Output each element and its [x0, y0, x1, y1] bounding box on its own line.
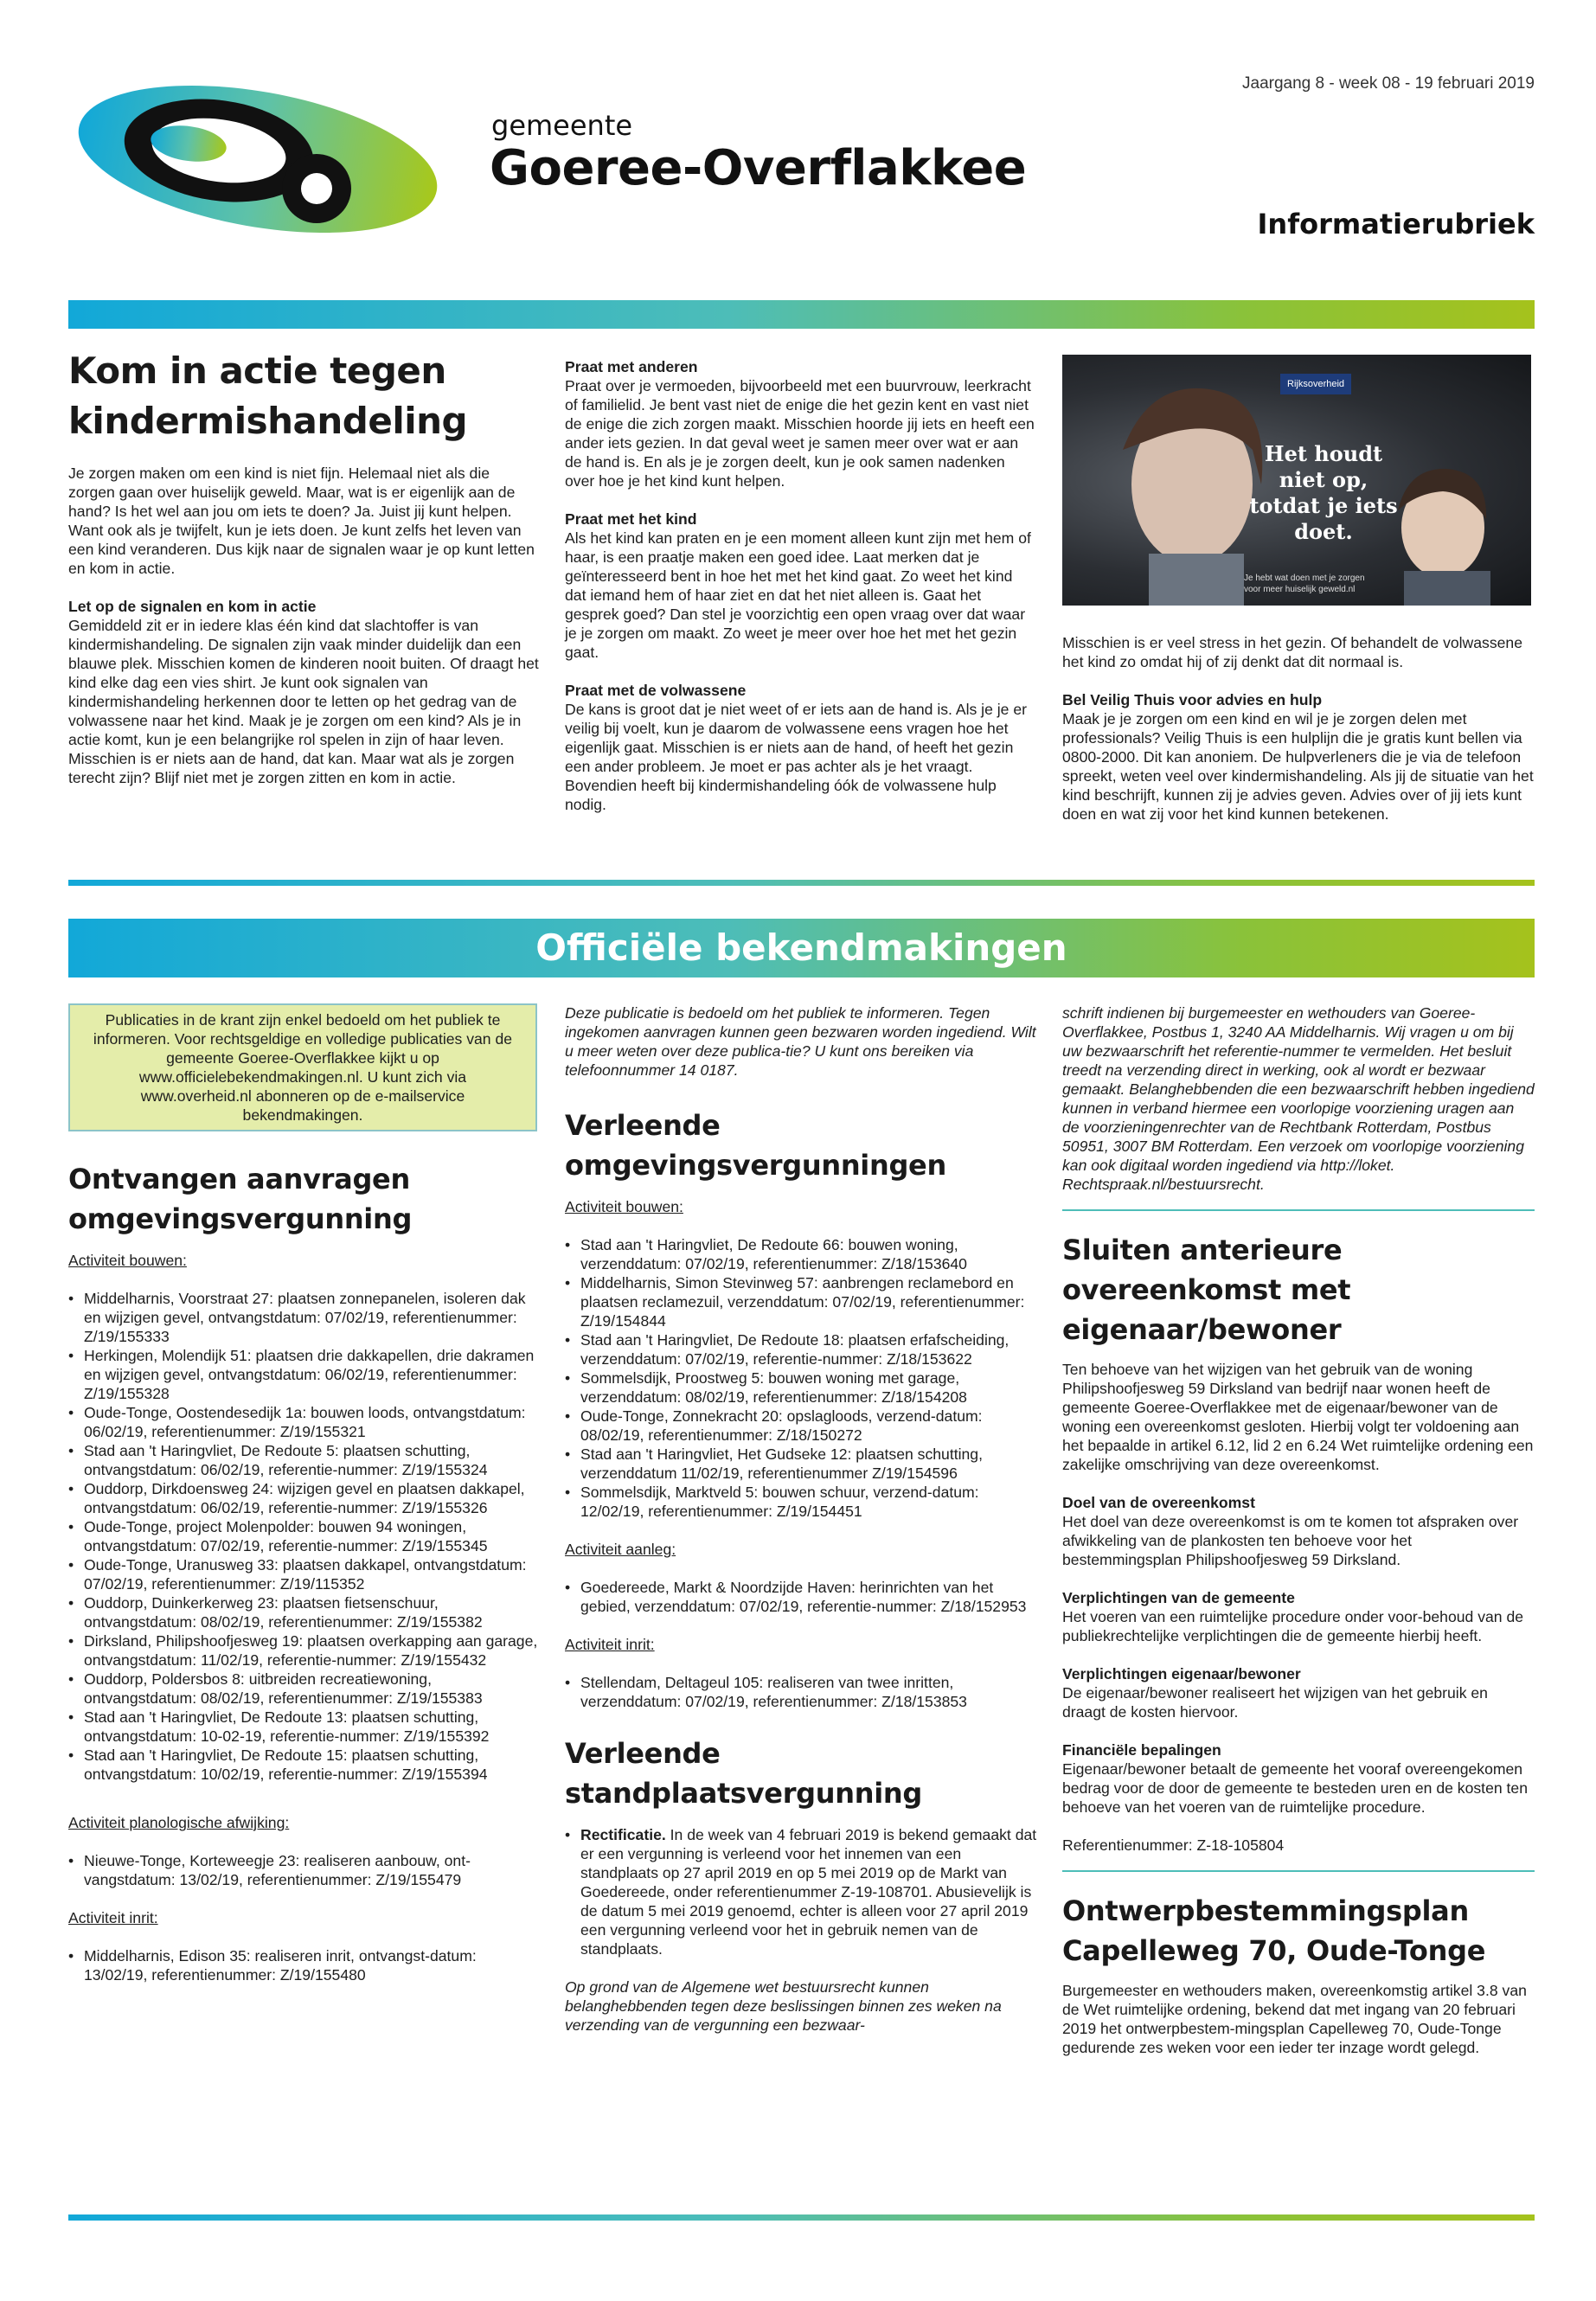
officiele-banner — [68, 919, 1535, 977]
volwassene-text: De kans is groot dat je niet weet of er iets aan de hand is. Als je je er veilig bij voelt, kun je daarom de volwassene eens vragen hoe het eigenlijk gaat. Misschien is er niets aan de hand, of heeft het gezin een ander probleem. Je moet er pas achter als je het vraagt. Bovendien heeft bij kindermishandeling óók de volwassene hulp nodig. — [565, 701, 1027, 813]
kind-heading: Praat met het kind — [565, 510, 697, 528]
article-divider — [68, 880, 1535, 886]
rubriek-label: Informatierubriek — [1257, 208, 1535, 240]
veilig-thuis-heading: Bel Veilig Thuis voor advies en hulp — [1062, 691, 1323, 708]
list-item: • Stad aan 't Haringvliet, De Redoute 66: bouwen woning, verzenddatum: 07/02/19, referentienummer: Z/18/153640 — [565, 1235, 1037, 1273]
activiteit-inrit-label-2: Activiteit inrit: — [565, 1636, 655, 1653]
list-item: • Sommelsdijk, Proostweg 5: bouwen woning met garage, verzenddatum: 08/02/19, referentienummer: Z/18/154208 — [565, 1368, 1037, 1407]
ontwerp-text: Burgemeester en wethouders maken, overeenkomstig artikel 3.8 van de Wet ruimtelijke ordening, bekend dat met ingang van 20 februari 2019 het ontwerpbestem-mingsplan Capelleweg 70, Oude-Tonge gedurende zes weken voor een ieder ter inzage wordt gelegd. — [1062, 1982, 1527, 2056]
list-item: • Middelharnis, Simon Stevinweg 57: aanbrengen reclamebord en plaatsen reclamezuil, verzenddatum: 07/02/19, referentienummer: Z/19/154844 — [565, 1273, 1037, 1330]
list-item: • Sommelsdijk, Marktveld 5: bouwen schuur, verzend-datum: 12/02/19, referentienummer: Z/19/154451 — [565, 1483, 1037, 1521]
list-item: • Herkingen, Molendijk 51: plaatsen drie dakkapellen, drie dakramen en wijzigen gevel, ontvangstdatum: 06/02/19, referentienummer: Z/19/155328 — [68, 1346, 539, 1403]
kind-text: Als het kind kan praten en je een moment alleen kunt zijn met hem of haar, is een praatje maken een goed idee. Laat merken dat je geïnteresseerd bent in hoe het met het kind gaat. Zo weet het kind dat iemand hem of haar ziet en dat het niet alleen is. Gaat het gesprek goed? Dan stel je voorzichtig een open vraag over dat waar je je zorgen om maakt. Zo weet je meer over hoe het met het gezin gaat. — [565, 529, 1031, 661]
gemeente-logo — [67, 69, 448, 242]
article-title: Kom in actie tegen kindermishandeling — [68, 349, 468, 442]
stress-text: Misschien is er veel stress in het gezin. Of behandelt de volwassene het kind zo omdat hij of zij denkt dat dit normaal is. — [1062, 634, 1522, 670]
list-item: • Stad aan 't Haringvliet, Het Gudseke 12: plaatsen schutting, verzenddatum 11/02/19, referentienummer Z/19/154596 — [565, 1445, 1037, 1483]
article-col-2 — [565, 357, 1037, 814]
referentie-text: Referentienummer: Z-18-105804 — [1062, 1836, 1285, 1854]
list-item: • Middelharnis, Voorstraat 27: plaatsen zonnepanelen, isoleren dak en wijzigen gevel, ontvangstdatum: 07/02/19, referentienummer: Z/19/155333 — [68, 1289, 539, 1346]
list-item: • Ouddorp, Dirkdoensweg 24: wijzigen gevel en plaatsen dakkapel, ontvangstdatum: 06/02/19, referentie-nummer: Z/19/155326 — [68, 1479, 539, 1517]
top-divider — [68, 300, 1535, 329]
list-item: • Ouddorp, Poldersbos 8: uitbreiden recreatiewoning, ontvangstdatum: 08/02/19, referentienummer: Z/19/155383 — [68, 1670, 539, 1708]
rectificatie-label: Rectificatie. — [580, 1826, 666, 1843]
bottom-divider — [68, 2214, 1535, 2221]
officiele-col-1 — [68, 1159, 539, 1984]
rectificatie-item — [565, 1825, 1037, 1958]
article-intro: Je zorgen maken om een kind is niet fijn. Helemaal niet als die zorgen gaan over huiselijk geweld. Maar, wat is er eigenlijk aan de hand? Is het wel aan jou om iets te doen? Ja. Juist jij kunt helpen. Want ook als je twijfelt, kun je iets doen. Je kunt zelfs het leven van een kind veranderen. Dus kijk naar de signalen waar je op kunt letten en kom in actie. — [68, 465, 535, 577]
list-item: • Stellendam, Deltageul 105: realiseren van twee inritten, verzenddatum: 07/02/19, referentienummer: Z/18/153853 — [565, 1673, 1037, 1711]
eigenaar-text: De eigenaar/bewoner realiseert het wijzigen van het gebruik en draagt de kosten hiervoor. — [1062, 1684, 1488, 1721]
gemeente-name: Goeree-Overflakkee — [490, 140, 1027, 196]
doel-heading: Doel van de overeenkomst — [1062, 1494, 1255, 1511]
ontwerp-heading: Ontwerpbestemmingsplan Capelleweg 70, Oude-Tonge — [1062, 1894, 1486, 1967]
financieel-heading: Financiële bepalingen — [1062, 1741, 1221, 1759]
list-item: • Dirksland, Philipshoofjesweg 19: plaatsen overkapping aan garage, ontvangstdatum: 11/02/19, referentie-nummer: Z/19/155432 — [68, 1631, 539, 1670]
ontvangen-list — [68, 1289, 539, 1784]
activiteit-bouwen-label-2: Activiteit bouwen: — [565, 1198, 683, 1215]
list-item: • Oude-Tonge, Uranusweg 33: plaatsen dakkapel, ontvangstdatum: 07/02/19, referentienummer: Z/19/115352 — [68, 1555, 539, 1593]
gemeente-verplichtingen-text: Het voeren van een ruimtelijke procedure onder voor-behoud van de publiekrechtelijke verplichtingen die de gemeente hierbij heeft. — [1062, 1608, 1524, 1644]
article-col-1 — [68, 346, 539, 787]
list-item: • Goedereede, Markt & Noordzijde Haven: herinrichten van het gebied, verzenddatum: 07/02/19, referentie-nummer: Z/18/152953 — [565, 1578, 1037, 1616]
eigenaar-heading: Verplichtingen eigenaar/bewoner — [1062, 1665, 1301, 1682]
activiteit-inrit-label-1: Activiteit inrit: — [68, 1909, 158, 1926]
list-item: • Stad aan 't Haringvliet, De Redoute 5: plaatsen schutting, ontvangstdatum: 06/02/19, referentie-nummer: Z/19/155324 — [68, 1441, 539, 1479]
volwassene-heading: Praat met de volwassene — [565, 682, 747, 699]
list-item: • Stad aan 't Haringvliet, De Redoute 13: plaatsen schutting, ontvangstdatum: 10-02-19, referentie-nummer: Z/19/155392 — [68, 1708, 539, 1746]
verleende-heading: Verleende omgevingsvergunningen — [565, 1109, 946, 1182]
list-item: • Oude-Tonge, Oostendesedijk 1a: bouwen loods, ontvangstdatum: 06/02/19, referentienummer: Z/19/155321 — [68, 1403, 539, 1441]
officiele-col-3 — [1062, 1003, 1535, 2057]
anderen-text: Praat over je vermoeden, bijvoorbeeld met een buurvrouw, leerkracht of familielid. Je bent vast niet de enige die het gezin kent en vast niet de enige die zich zorgen maakt. Misschien hoorde jij iets en heeft een ander iets gezien. In dat geval weet je samen meer over wat er aan de hand is. En als je je zorgen deelt, kun je ook samen nadenken over hoe je het kind kunt helpen. — [565, 377, 1035, 490]
campaign-footer: Je hebt wat doen met je zorgen voor meer huiselijk geweld.nl — [1244, 574, 1365, 594]
edition-line: Jaargang 8 - week 08 - 19 februari 2019 — [1242, 74, 1535, 93]
notice-box — [68, 1003, 537, 1131]
anderen-heading: Praat met anderen — [565, 358, 698, 375]
anterieure-text: Ten behoeve van het wijzigen van het gebruik van de woning Philipshoofjesweg 59 Dirksland van bedrijf naar wonen heeft de gemeente Goeree-Overflakkee met de eigenaar/bewoner van de woning een overeenkomst gesloten. Hierbij volgt ter voldoening aan het bepaalde in artikel 6.12, lid 2 en 6.24 Wet ruimtelijke ordening een zakelijke omschrijving van deze overeenkomst. — [1062, 1361, 1534, 1473]
gemeente-small: gemeente — [491, 109, 633, 142]
officiele-banner-title: Officiële bekendmakingen — [535, 926, 1067, 969]
anterieure-heading: Sluiten anterieure overeenkomst met eigenaar/bewoner — [1062, 1234, 1351, 1346]
standplaats-heading: Verleende standplaatsvergunning — [565, 1737, 922, 1810]
list-item: • Stad aan 't Haringvliet, De Redoute 15: plaatsen schutting, ontvangstdatum: 10/02/19, referentie-nummer: Z/19/155394 — [68, 1746, 539, 1784]
publiek-text: Deze publicatie is bedoeld om het publiek te informeren. Tegen ingekomen aanvragen kunnen geen bezwaren worden ingediend. Wilt u meer weten over deze publica-tie? U kunt ons bereiken via telefoonnummer 14 0187. — [565, 1004, 1036, 1079]
signalen-text: Gemiddeld zit er in iedere klas één kind dat slachtoffer is van kindermishandeling. De signalen zijn vaak minder duidelijk dan een blauwe plek. Misschien komen de kinderen nooit buiten. Of draagt het kind elke dag een vies shirt. Je kunt ook signalen van kindermishandeling herkennen door te letten op het gedrag van de volwassene naar het kind. Maak je je zorgen om een kind? Als je in actie komt, kun je een belangrijke rol spelen in zijn of haar leven. Misschien is er niets aan de hand, dat kan. Maar wat als je zorgen terecht zijn? Blijf niet met je zorgen zitten en kom in actie. — [68, 617, 539, 786]
bezwaar-continued: schrift indienen bij burgemeester en wethouders van Goeree-Overflakkee, Postbus 1, 3240 AA Middelharnis. Wij vragen u om bij uw bezwaarschrift het referentie-nummer te vermelden. Het besluit treedt na verzending direct in werking, ook al wordt er bezwaar gemaakt. Belanghebbenden die een bezwaarschrift hebben ingediend kunnen in verband hiermee een voorlopige voorziening uragen aan de voorzieningenrechter van de Rechtbank Rotterdam, Postbus 50951, 3007 BM Rotterdam. Een verzoek om voorlopige voorziening kan ook digitaal worden ingediend via http://loket. Rechtspraak.nl/bestuursrecht. — [1062, 1004, 1535, 1193]
activiteit-bouwen-label-1: Activiteit bouwen: — [68, 1252, 187, 1269]
activiteit-planologisch-label: Activiteit planologische afwijking: — [68, 1814, 290, 1831]
signalen-heading: Let op de signalen en kom in actie — [68, 598, 317, 615]
ontvangen-heading: Ontvangen aanvragen omgevingsvergunning — [68, 1163, 413, 1235]
list-item: • Middelharnis, Edison 35: realiseren inrit, ontvangst-datum: 13/02/19, referentienummer: Z/19/155480 — [68, 1946, 539, 1984]
article-col-3 — [1062, 633, 1535, 824]
list-item: • Oude-Tonge, project Molenpolder: bouwen 94 woningen, ontvangstdatum: 07/02/19, referentie-nummer: Z/19/155345 — [68, 1517, 539, 1555]
campaign-slogan: Het houdt niet op, totdat je iets doet. — [1249, 441, 1398, 544]
list-item: • Oude-Tonge, Zonnekracht 20: opslagloods, verzend-datum: 08/02/19, referentienummer: Z/18/150272 — [565, 1407, 1037, 1445]
veilig-thuis-text: Maak je je zorgen om een kind en wil je je zorgen delen met professionals? Veilig Thuis is een hulplijn die je gratis kunt bellen via 0800-2000. Dit kan anoniem. De hulpverleners die je via de telefoon spreekt, weten veel over kindermishandeling. Als jij de situatie van het kind beschrijft, kunnen zij je advies geven. Advies over of jij iets kunt doen en wat zij voor het kind kunnen betekenen. — [1062, 710, 1534, 823]
list-item: • Nieuwe-Tonge, Korteweegje 23: realiseren aanbouw, ont-vangstdatum: 13/02/19, referentienummer: Z/19/155479 — [68, 1851, 539, 1889]
notice-text: Publicaties in de krant zijn enkel bedoeld om het publiek te informeren. Voor rechtsgeldige en volledige publicaties van de gemeente Goeree-Overflakkee kijkt u op www.officielebekendmakingen.nl. U kunt zich via www.overheid.nl abonneren op de e-mailservice bekendmakingen. — [93, 1011, 513, 1124]
list-item: • Stad aan 't Haringvliet, De Redoute 18: plaatsen erfafscheiding, verzenddatum: 07/02/19, referentie-nummer: Z/18/153622 — [565, 1330, 1037, 1368]
verleende-list — [565, 1235, 1037, 1521]
rijksoverheid-badge: Rijksoverheid — [1280, 374, 1351, 394]
list-item: • Ouddorp, Duinkerkerweg 23: plaatsen fietsenschuur, ontvangstdatum: 08/02/19, referentienummer: Z/19/155382 — [68, 1593, 539, 1631]
gemeente-verplichtingen-heading: Verplichtingen van de gemeente — [1062, 1589, 1295, 1606]
doel-text: Het doel van deze overeenkomst is om te komen tot afspraken over afwikkeling van de plankosten ten behoeve voor het bestemmingsplan Philipshoofjesweg 59 Dirksland. — [1062, 1513, 1519, 1568]
rectificatie-text: In de week van 4 februari 2019 is bekend gemaakt dat er een vergunning is verleend voor het innemen van een standplaats op 27 april 2019 en op 5 mei 2019 op de Markt van Goedereede, onder referentienummer Z-19-108701. Abusievelijk is de datum 5 mei 2019 genoemd, echter is alleen voor 27 april 2019 een vergunning verleend voor het in gebruik nemen van de standplaats. — [580, 1826, 1037, 1958]
bezwaar-text: Op grond van de Algemene wet bestuursrecht kunnen belanghebbenden tegen deze beslissingen binnen zes weken na verzending van de vergunning een bezwaar- — [565, 1978, 1002, 2034]
activiteit-aanleg-label: Activiteit aanleg: — [565, 1541, 676, 1558]
campaign-image — [1062, 355, 1531, 606]
officiele-col-2 — [565, 1003, 1037, 2035]
financieel-text: Eigenaar/bewoner betaalt de gemeente het vooraf overeengekomen bedrag voor de door de gemeente te besteden uren en de kosten ten behoeve van het voeren van de ruimtelijke procedure. — [1062, 1760, 1528, 1816]
